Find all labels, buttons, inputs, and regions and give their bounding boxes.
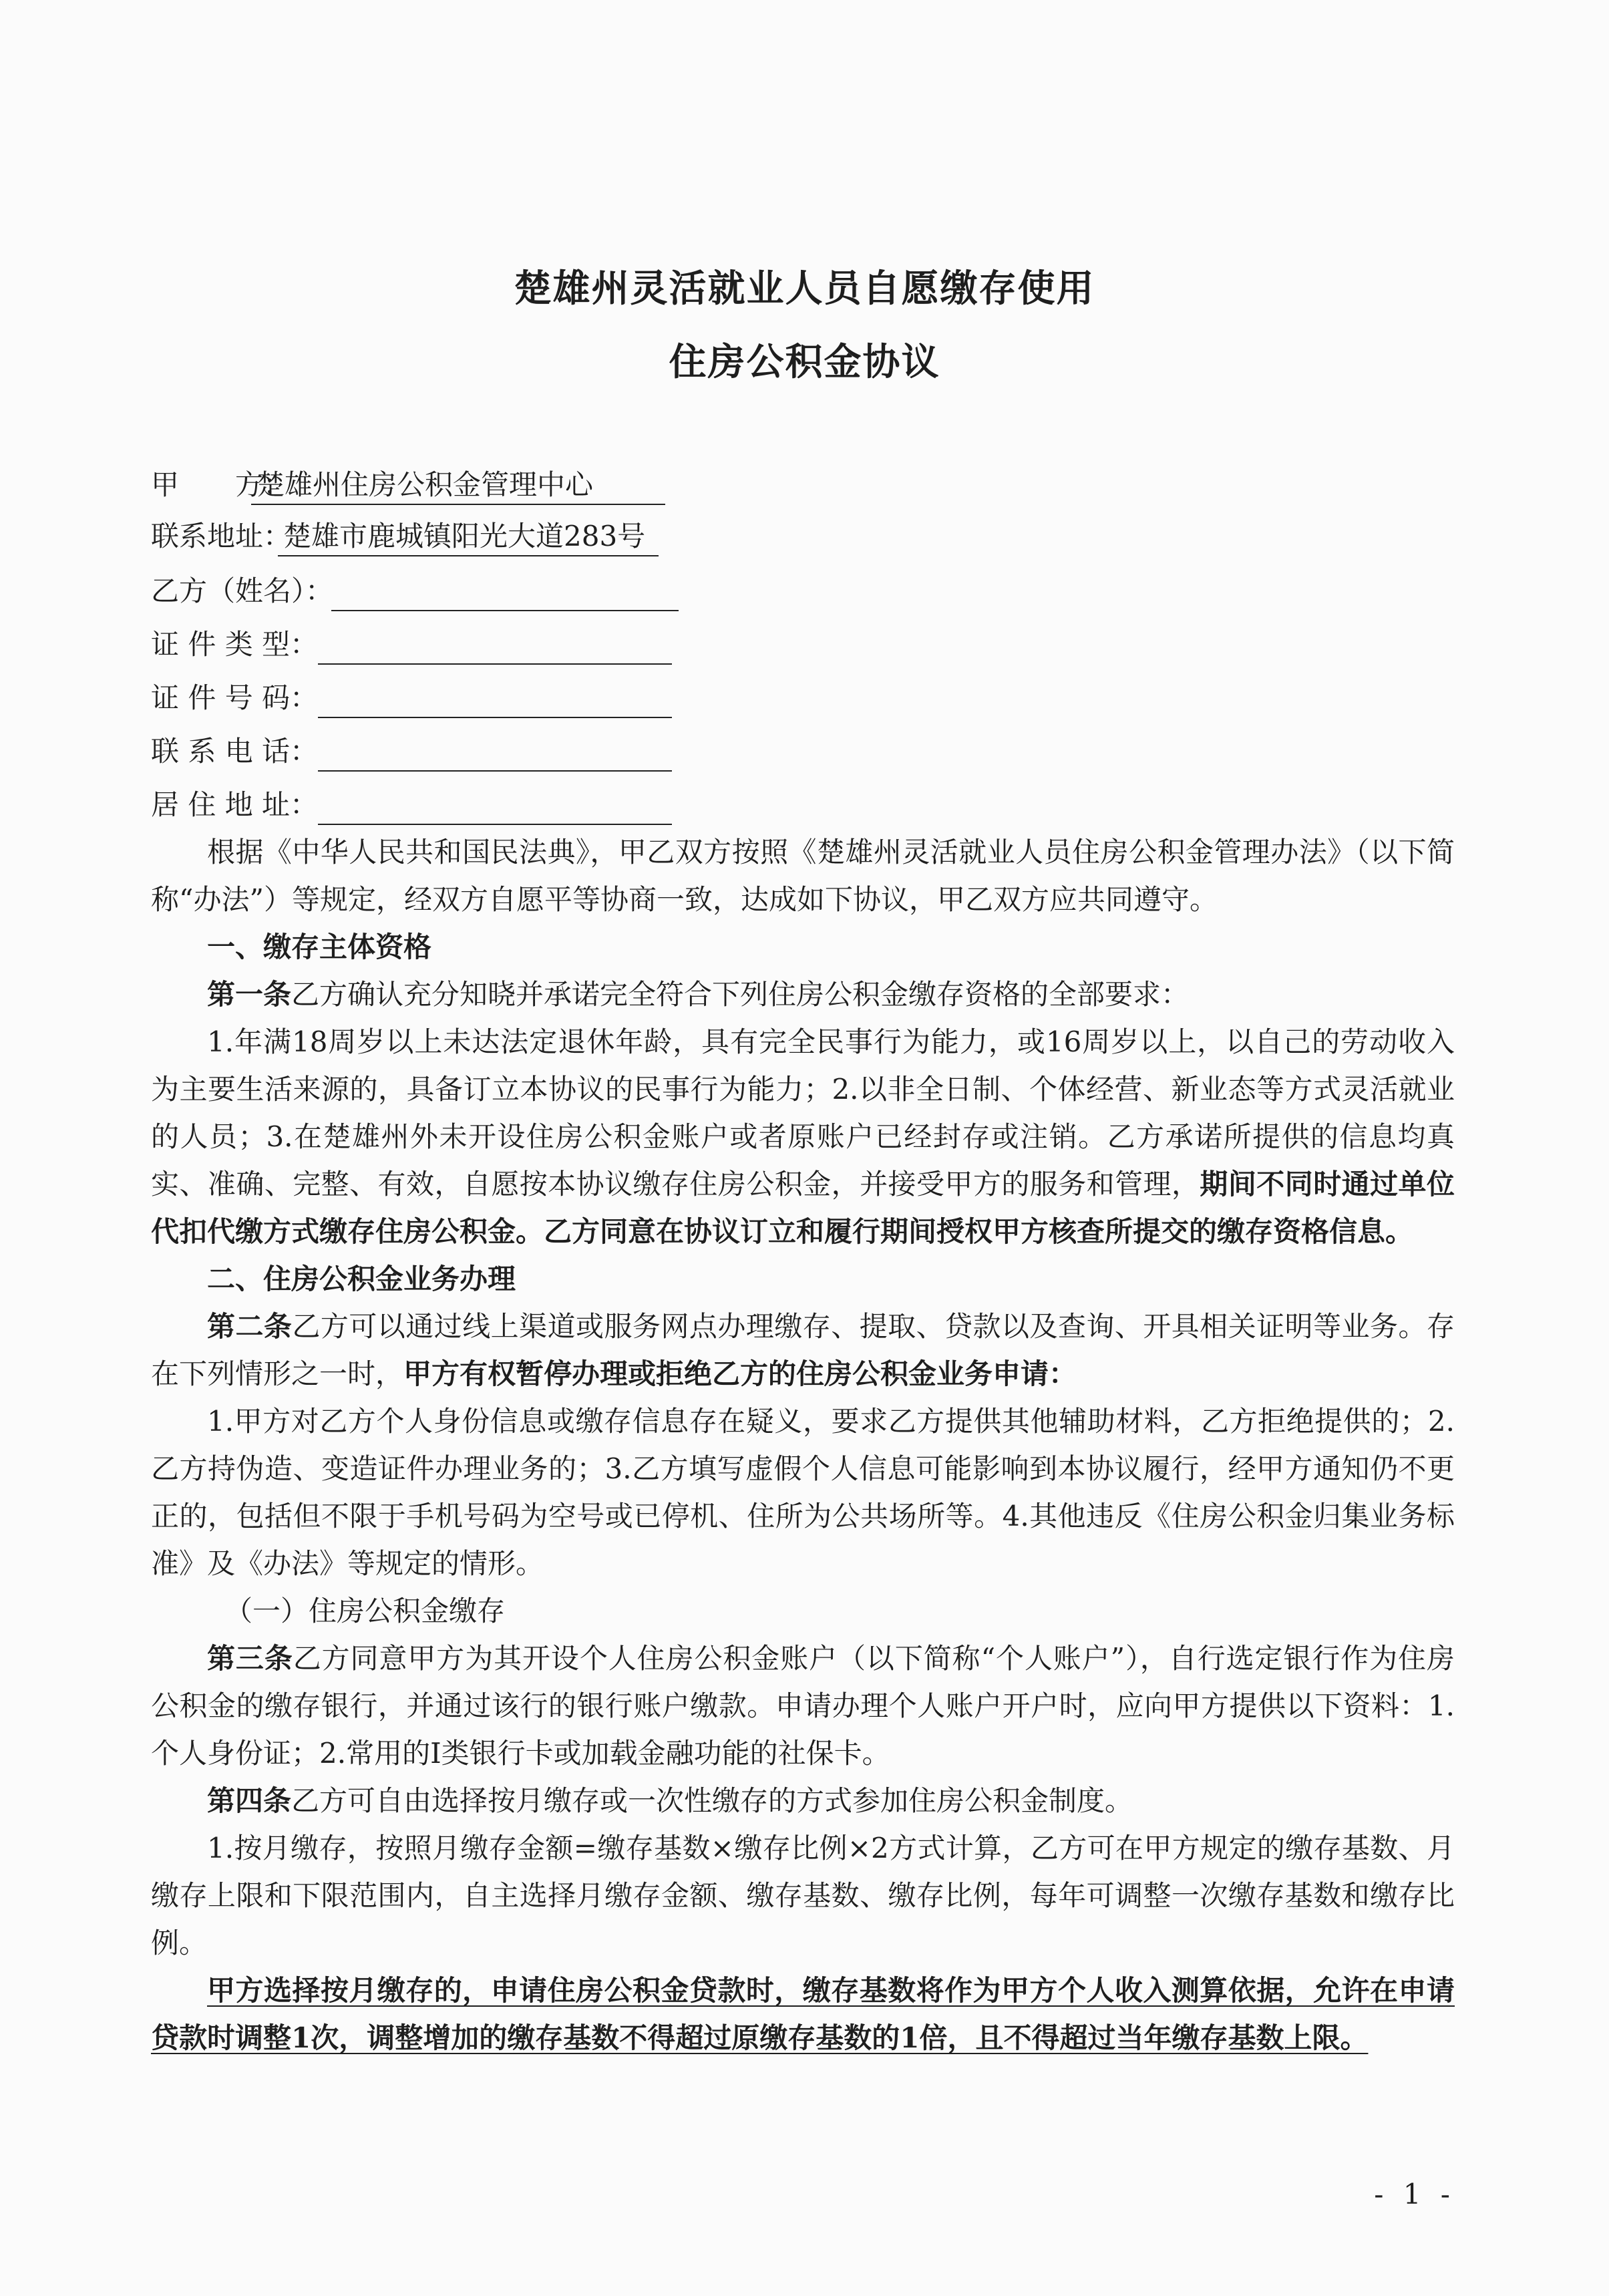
article-2-bold: 甲方有权暂停办理或拒绝乙方的住房公积金业务申请： — [403, 1357, 1077, 1390]
id-number-field — [151, 679, 318, 717]
party-a-value: 楚雄州住房公积金管理中心 — [251, 466, 665, 505]
article-1-detail-bold: 期间不同时通过单位代扣代缴方式缴存住房公积金。乙方同意在协议订立和履行期间授权甲方核查所提交的缴存资格信息。 — [151, 1168, 1455, 1248]
id-type-blank — [318, 626, 672, 665]
article-3-text: 乙方同意甲方为其开设个人住房公积金账户（以下简称“个人账户”），自行选定银行作为住房公积金的缴存银行，并通过该行的银行账户缴款。申请办理个人账户开户时，应向甲方提供以下资料：1.个人身份证；2.常用的I类银行卡或加载金融功能的社保卡。 — [151, 1642, 1455, 1770]
id-number-label: 证 件 号 码： — [151, 681, 319, 714]
document-title-line-1: 楚雄州灵活就业人员自愿缴存使用 — [514, 267, 1095, 311]
id-number-blank — [318, 679, 672, 718]
section-2-heading: 二、住房公积金业务办理 — [207, 1263, 516, 1295]
id-type-label: 证 件 类 型： — [151, 628, 319, 661]
phone-blank — [318, 733, 672, 772]
party-b-name-field — [151, 572, 333, 610]
party-a-field — [151, 466, 594, 504]
document-title-line-2: 住房公积金协议 — [669, 341, 940, 384]
party-b-name-label: 乙方（姓名）： — [151, 575, 334, 607]
address-value: 楚雄市鹿城镇阳光大道283号 — [278, 518, 659, 556]
article-1-text: 乙方确认充分知晓并承诺完全符合下列住房公积金缴存资格的全部要求： — [291, 978, 1190, 1011]
phone-field — [151, 733, 318, 770]
party-b-name-blank — [331, 572, 679, 611]
article-4-text: 乙方可自由选择按月缴存或一次性缴存的方式参加住房公积金制度。 — [291, 1784, 1133, 1817]
article-3-label: 第三条 — [207, 1642, 293, 1675]
party-a-label: 甲 方： — [151, 468, 292, 501]
article-2-label: 第二条 — [207, 1310, 293, 1343]
section-1-heading: 一、缴存主体资格 — [207, 931, 432, 963]
article-1 — [151, 971, 1455, 1018]
article-4-label: 第四条 — [207, 1784, 292, 1817]
residence-field — [151, 786, 318, 824]
page-number: - 1 - — [1374, 2178, 1455, 2210]
address-label: 联系地址： — [151, 520, 292, 552]
article-1-detail-text: 1.年满18周岁以上未达法定退休年龄，具有完全民事行为能力，或16周岁以上，以自己的劳动收入为主要生活来源的，具备订立本协议的民事行为能力；2.以非全日制、个体经营、新业态等方式灵活就业的人员；3.在楚雄州外未开设住房公积金账户或者原账户已经封存或注销。乙方承诺所提供的信息均真实、准确、完整、有效，自愿按本协议缴存住房公积金，并接受甲方的服务和管理， — [151, 1025, 1455, 1200]
subsection-1-heading: （一）住房公积金缴存 — [224, 1595, 506, 1627]
article-1-detail — [151, 1018, 1455, 1255]
article-4-detail: 1.按月缴存，按照月缴存金额=缴存基数×缴存比例×2方式计算，乙方可在甲方规定的缴存基数、月缴存上限和下限范围内，自主选择月缴存金额、缴存基数、缴存比例，每年可调整一次缴存基数和缴存比例。 — [151, 1832, 1455, 1959]
address-field — [151, 518, 646, 555]
article-2 — [151, 1303, 1455, 1398]
article-4 — [151, 1777, 1455, 1824]
article-2-text: 乙方可以通过线上渠道或服务网点办理缴存、提取、贷款以及查询、开具相关证明等业务。存在下列情形之一时， — [151, 1310, 1455, 1390]
article-4-underlined-note: 甲方选择按月缴存的，申请住房公积金贷款时，缴存基数将作为甲方个人收入测算依据，允许在申请贷款时调整1次，调整增加的缴存基数不得超过原缴存基数的1倍，且不得超过当年缴存基数上限。 — [151, 1974, 1455, 2054]
intro-paragraph: 根据《中华人民共和国民法典》，甲乙双方按照《楚雄州灵活就业人员住房公积金管理办法》（以下简称“办法”）等规定，经双方自愿平等协商一致，达成如下协议，甲乙双方应共同遵守。 — [151, 836, 1455, 916]
article-3 — [151, 1635, 1455, 1777]
phone-label: 联 系 电 话： — [151, 735, 319, 768]
residence-blank — [318, 786, 672, 825]
agreement-body — [151, 828, 1455, 2062]
article-2-detail: 1.甲方对乙方个人身份信息或缴存信息存在疑义，要求乙方提供其他辅助材料，乙方拒绝提供的；2.乙方持伪造、变造证件办理业务的；3.乙方填写虚假个人信息可能影响到本协议履行，经甲方通知仍不更正的，包括但不限于手机号码为空号或已停机、住所为公共场所等。4.其他违反《住房公积金归集业务标准》及《办法》等规定的情形。 — [151, 1405, 1455, 1580]
id-type-field — [151, 626, 318, 663]
residence-label: 居 住 地 址： — [151, 788, 319, 821]
article-1-label: 第一条 — [207, 978, 292, 1011]
